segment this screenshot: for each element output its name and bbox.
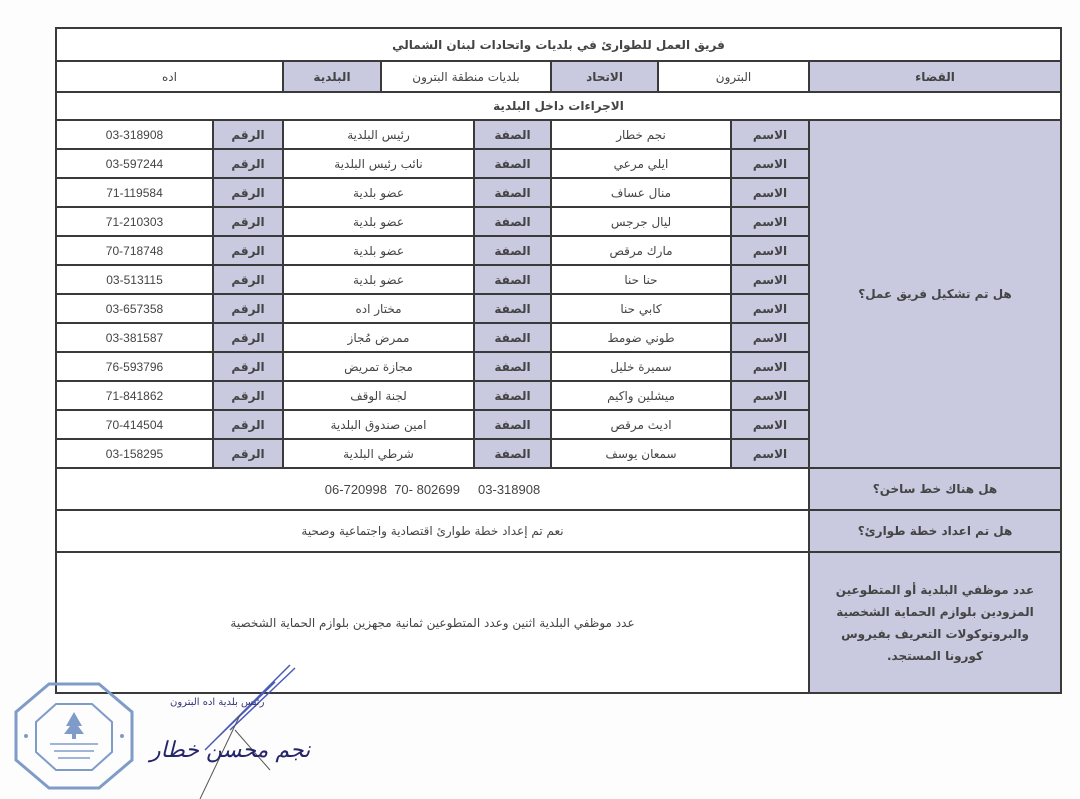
name-label: الاسم [731, 265, 809, 294]
member-role: عضو بلدية [283, 236, 474, 265]
number-label: الرقم [213, 410, 283, 439]
member-name: حنا حنا [551, 265, 731, 294]
member-role: مختار اده [283, 294, 474, 323]
emergency-form [55, 27, 1060, 694]
name-label: الاسم [731, 410, 809, 439]
name-label: الاسم [731, 439, 809, 468]
member-role: امين صندوق البلدية [283, 410, 474, 439]
member-name: ليال جرجس [551, 207, 731, 236]
member-role: رئيس البلدية [283, 120, 474, 149]
member-number: 71-841862 [56, 381, 213, 410]
municipality-label: البلدية [283, 61, 381, 92]
signature-name: نجم محسن خطار [150, 738, 311, 763]
number-label: الرقم [213, 294, 283, 323]
role-label: الصفة [474, 265, 551, 294]
member-name: مارك مرقص [551, 236, 731, 265]
role-label: الصفة [474, 120, 551, 149]
number-label: الرقم [213, 149, 283, 178]
signature-title: رئيس بلدية اده البترون [170, 697, 265, 708]
member-number: 03-597244 [56, 149, 213, 178]
member-name: سمعان يوسف [551, 439, 731, 468]
section-title: الاجراءات داخل البلدية [56, 92, 1061, 120]
member-number: 71-210303 [56, 207, 213, 236]
member-number: 71-119584 [56, 178, 213, 207]
role-label: الصفة [474, 294, 551, 323]
member-name: نجم خطار [551, 120, 731, 149]
number-label: الرقم [213, 120, 283, 149]
name-label: الاسم [731, 323, 809, 352]
number-label: الرقم [213, 323, 283, 352]
role-label: الصفة [474, 323, 551, 352]
form-title: فريق العمل للطوارئ في بلديات واتحادات لبنان الشمالي [56, 28, 1061, 61]
name-label: الاسم [731, 294, 809, 323]
number-label: الرقم [213, 178, 283, 207]
member-number: 03-318908 [56, 120, 213, 149]
name-label: الاسم [731, 352, 809, 381]
role-label: الصفة [474, 207, 551, 236]
number-label: الرقم [213, 207, 283, 236]
member-name: كابي حنا [551, 294, 731, 323]
member-role: مجازة تمريض [283, 352, 474, 381]
role-label: الصفة [474, 410, 551, 439]
member-number: 70-414504 [56, 410, 213, 439]
number-label: الرقم [213, 381, 283, 410]
member-name: طوني ضومط [551, 323, 731, 352]
member-number: 76-593796 [56, 352, 213, 381]
form-table [55, 27, 1062, 121]
role-label: الصفة [474, 149, 551, 178]
member-name: اديث مرقص [551, 410, 731, 439]
member-number: 70-718748 [56, 236, 213, 265]
team-question: هل تم تشكيل فريق عمل؟ [809, 120, 1061, 468]
number-label: الرقم [213, 439, 283, 468]
member-name: سميرة خليل [551, 352, 731, 381]
role-label: الصفة [474, 352, 551, 381]
hotline-answer: 06-720998 70- 802699 03-318908 [56, 468, 809, 510]
member-role: نائب رئيس البلدية [283, 149, 474, 178]
name-label: الاسم [731, 381, 809, 410]
equipped-staff-answer: عدد موظفي البلدية اثنين وعدد المتطوعين ثمانية مجهزين بلوازم الحماية الشخصية [56, 552, 809, 693]
role-label: الصفة [474, 236, 551, 265]
member-role: لجنة الوقف [283, 381, 474, 410]
emergency-plan-question: هل تم اعداد خطة طوارئ؟ [809, 510, 1061, 552]
team-table [55, 119, 1062, 469]
member-role: عضو بلدية [283, 265, 474, 294]
member-number: 03-381587 [56, 323, 213, 352]
member-name: ميشلين واكيم [551, 381, 731, 410]
member-role: عضو بلدية [283, 207, 474, 236]
member-role: عضو بلدية [283, 178, 474, 207]
number-label: الرقم [213, 236, 283, 265]
name-label: الاسم [731, 207, 809, 236]
signature-scribble [140, 660, 340, 799]
role-label: الصفة [474, 178, 551, 207]
role-label: الصفة [474, 439, 551, 468]
member-name: ايلي مرعي [551, 149, 731, 178]
district-label: القضاء [809, 61, 1061, 92]
municipality-stamp [14, 682, 134, 790]
name-label: الاسم [731, 120, 809, 149]
member-role: ممرض مُجاز [283, 323, 474, 352]
member-number: 03-158295 [56, 439, 213, 468]
municipality-value: اده [56, 61, 283, 92]
union-label: الاتحاد [551, 61, 658, 92]
name-label: الاسم [731, 149, 809, 178]
name-label: الاسم [731, 236, 809, 265]
cedar-icon [64, 712, 84, 734]
team-member-row [56, 120, 1061, 149]
member-name: منال عساف [551, 178, 731, 207]
hotline-question: هل هناك خط ساخن؟ [809, 468, 1061, 510]
member-number: 03-513115 [56, 265, 213, 294]
member-number: 03-657358 [56, 294, 213, 323]
union-value: بلديات منطقة البترون [381, 61, 551, 92]
equipped-staff-question: عدد موظفي البلدية أو المتطوعين المزودين بلوازم الحماية الشخصية والبروتوكولات التعريف بفيروس كورونا المستجد. [809, 552, 1061, 693]
number-label: الرقم [213, 352, 283, 381]
emergency-plan-answer: نعم تم إعداد خطة طوارئ اقتصادية واجتماعية وصحية [56, 510, 809, 552]
district-value: البترون [658, 61, 809, 92]
number-label: الرقم [213, 265, 283, 294]
name-label: الاسم [731, 178, 809, 207]
member-role: شرطي البلدية [283, 439, 474, 468]
role-label: الصفة [474, 381, 551, 410]
